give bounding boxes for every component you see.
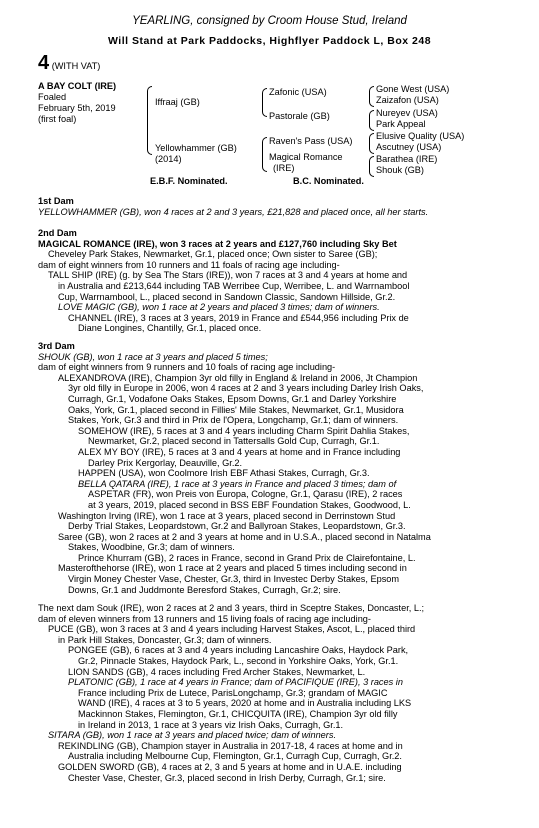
foaled-label: Foaled <box>38 92 67 102</box>
next-dam-line: Australia including Melbourne Cup, Flemington, Gr.1, Curragh Cup, Curragh, Gr.2. <box>68 751 402 762</box>
first-dam-section <box>38 196 508 217</box>
third-dam-line: Saree (GB), won 2 races at 2 and 3 years at home and in U.S.A., placed second in Natalma <box>58 531 431 542</box>
foal-note: (first foal) <box>38 114 77 124</box>
location-line: Will Stand at Park Paddocks, Highflyer Paddock L, Box 248 <box>107 35 432 47</box>
ebf-nominated: E.B.F. Nominated. <box>150 176 228 186</box>
lot-name: A BAY COLT (IRE) <box>38 81 117 91</box>
next-dam-line: SITARA (GB), won 1 race at 3 years and placed twice; dam of winners. <box>48 730 336 741</box>
next-dam-line: Gr.2, Pinnacle Stakes, Haydock Park, L., second in Yorkshire Oaks, York, Gr.1. <box>78 655 399 666</box>
third-dam-section <box>38 341 508 595</box>
progeny-line: TALL SHIP (IRE) (g. by Sea The Stars (IRE)), won 7 races at 3 and 4 years at home and <box>48 270 408 281</box>
dam-brace <box>262 137 267 172</box>
second-dam-heading: 2nd Dam <box>38 228 77 238</box>
ggs-1: Gone West (USA) <box>376 84 450 94</box>
bc-nominated: B.C. Nominated. <box>293 176 364 186</box>
third-dam-line: 3yr old filly in Europe in 2006, won 4 races at 2 and 3 years including Darley Irish Oaks, <box>68 383 424 394</box>
third-dam-line: SHOUK (GB), won 1 race at 3 years and placed 5 times; <box>38 351 268 362</box>
third-dam-line: Prince Khurram (GB), 2 races in France, second in Grand Prix de Clairefontaine, L. <box>78 552 416 563</box>
gg-brace-1 <box>369 86 374 107</box>
third-dam-line: Curragh, Gr.1, Vodafone Oaks Stakes, Epsom Downs, Gr.1 and Darley Yorkshire <box>68 393 397 404</box>
foaled-date: February 5th, 2019 <box>38 103 116 113</box>
next-dam-section <box>38 603 508 783</box>
third-dam-line: Newmarket, Gr.2, placed second in Tattersalls Gold Cup, Curragh, Gr.1. <box>88 436 380 447</box>
sire-brace <box>262 88 267 117</box>
second-dam-line: MAGICAL ROMANCE (IRE), won 3 races at 2 years and £127,760 including Sky Bet <box>38 238 397 249</box>
ggs-4: Park Appeal <box>376 119 426 129</box>
third-dam-line: SOMEHOW (IRE), 5 races at 3 and 4 years including Charm Spirit Dahlia Stakes, <box>78 425 410 436</box>
progeny-line: in Australia and £213,644 including TAB Werribee Cup, Werribee, L. and Warrnambool <box>58 280 410 291</box>
next-dam-line: LION SANDS (GB), 4 races including Fred Archer Stakes, Newmarket, L. <box>68 666 366 677</box>
gg-brace-4 <box>369 156 374 177</box>
first-dam-text: YELLOWHAMMER (GB), won 4 races at 2 and 3 years, £21,828 and placed once, all her starts. <box>38 206 429 217</box>
ggs-6: Ascutney (USA) <box>376 142 442 152</box>
third-dam-line: Stakes, Woodbine, Gr.3; dam of winners. <box>68 542 235 553</box>
gg-brace-3 <box>369 133 374 154</box>
ggs-8: Shouk (GB) <box>376 165 424 175</box>
third-dam-line: Downs, Gr.1 and Juddmonte Beresford Stakes, Curragh, Gr.2; sire. <box>68 584 341 595</box>
third-dam-line: ALEXANDROVA (IRE), Champion 3yr old filly in England & Ireland in 2006, Jt Champion <box>58 372 418 383</box>
third-dam-line: Stakes, York, Gr.3 and third in Prix de l'Opera, Longchamp, Gr.1; dam of winners. <box>68 415 399 426</box>
progeny-line: LOVE MAGIC (GB), won 1 race at 2 years and placed 3 times; dam of winners. <box>58 302 380 313</box>
next-dam-line: in Ireland in 2013, 1 race at 3 years viz Irish Oaks, Curragh, Gr.1. <box>78 719 344 730</box>
pedigree-brace <box>147 86 152 155</box>
third-dam-line: Oaks, York, Gr.1, placed second in Fillies' Mile Stakes, Newmarket, Gr.1, Musidora <box>68 404 404 415</box>
next-dam-line: The next dam Souk (IRE), won 2 races at 2 and 3 years, third in Sceptre Stakes, Doncaster, L.; <box>38 603 425 613</box>
lot-number <box>38 52 101 74</box>
dam-dam: Magical Romance <box>269 152 343 162</box>
third-dam-line: ASPETAR (FR), won Preis von Europa, Cologne, Gr.1, Qarasu (IRE), 2 races <box>88 489 403 500</box>
dam-year: (2014) <box>155 154 182 164</box>
second-dam-line: Cheveley Park Stakes, Newmarket, Gr.1, placed once; Own sister to Saree (GB); <box>48 249 378 260</box>
next-dam-line: WAND (IRE), 4 races at 3 to 5 years, 2020 at home and in Australia including LKS <box>78 698 412 709</box>
next-dam-line: Chester Vase, Chester, Gr.3, placed second in Irish Derby, Curragh, Gr.1; sire. <box>68 772 386 783</box>
ggs-5: Elusive Quality (USA) <box>376 131 465 141</box>
dam-dam-country: (IRE) <box>273 163 295 173</box>
next-dam-line: in Park Hill Stakes, Doncaster, Gr.3; dam of winners. <box>58 634 272 645</box>
vat-note: (WITH VAT) <box>51 61 101 71</box>
first-dam-heading: 1st Dam <box>38 196 74 206</box>
next-dam-line: GOLDEN SWORD (GB), 4 races at 2, 3 and 5 years at home and in U.A.E. including <box>58 761 402 772</box>
next-dam-line: France including Prix de Lutece, ParisLongchamp, Gr.3; grandam of MAGIC <box>78 687 388 698</box>
third-dam-line: Masterofthehorse (IRE), won 1 race at 2 years and placed 5 times including second in <box>58 563 407 574</box>
third-dam-line: Darley Prix Kergorlay, Deauville, Gr.2. <box>88 457 243 468</box>
third-dam-line: HAPPEN (USA), won Coolmore Irish EBF Athasi Stakes, Curragh, Gr.3. <box>78 468 370 479</box>
dam-sire: Raven's Pass (USA) <box>269 136 353 146</box>
catalogue-header: YEARLING, consigned by Croom House Stud, Ireland <box>132 15 407 27</box>
third-dam-line: ALEX MY BOY (IRE), 5 races at 3 and 4 years at home and in France including <box>78 446 401 457</box>
progeny-line: Diane Longines, Chantilly, Gr.1, placed once. <box>78 323 262 334</box>
sire-dam: Pastorale (GB) <box>269 111 330 121</box>
next-dam-line: PONGEE (GB), 6 races at 3 and 4 years including Lancashire Oaks, Haydock Park, <box>68 645 409 656</box>
progeny-line: CHANNEL (IRE), 3 races at 3 years, 2019 in France and £544,956 including Prix de <box>68 312 409 323</box>
third-dam-line: Washington Irving (IRE), won 1 race at 3 years, placed second in Derrinstown Stud <box>58 510 396 521</box>
sire-sire: Zafonic (USA) <box>269 87 327 97</box>
ggs-7: Barathea (IRE) <box>376 154 438 164</box>
dam: Yellowhammer (GB) <box>155 143 237 153</box>
next-dam-line: PUCE (GB), won 3 races at 3 and 4 years including Harvest Stakes, Ascot, L., placed third <box>48 624 416 635</box>
progeny-line: Cup, Warrnambool, L., placed second in Sandown Classic, Sandown Hillside, Gr.2. <box>58 291 396 302</box>
next-dam-line: dam of eleven winners from 13 runners and 15 living foals of racing age including- <box>38 613 371 624</box>
second-dam-section <box>38 228 508 334</box>
third-dam-line: Virgin Money Chester Vase, Chester, Gr.3, third in Investec Derby Stakes, Epsom <box>68 574 400 585</box>
third-dam-line: BELLA QATARA (IRE), 1 race at 3 years in France and placed 3 times; dam of <box>78 478 397 489</box>
next-dam-line: PLATONIC (GB), 1 race at 4 years in France; dam of PACIFIQUE (IRE), 3 races in <box>68 677 403 688</box>
second-dam-line: dam of eight winners from 10 runners and 11 foals of racing age including- <box>38 259 340 270</box>
sire: Iffraaj (GB) <box>155 97 200 107</box>
third-dam-line: at 3 years, 2019, placed second in BSS EBF Foundation Stakes, Goodwood, L. <box>88 499 411 510</box>
next-dam-line: Mackinnon Stakes, Flemington, Gr.1, CHICQUITA (IRE), Champion 3yr old filly <box>78 708 398 719</box>
ggs-3: Nureyev (USA) <box>376 108 438 118</box>
third-dam-line: Derby Trial Stakes, Leopardstown, Gr.2 and Ballyroan Stakes, Leopardstown, Gr.3. <box>68 521 406 532</box>
next-dam-line: REKINDLING (GB), Champion stayer in Australia in 2017-18, 4 races at home and in <box>58 740 403 751</box>
lot-number-value: 4 <box>38 52 50 74</box>
third-dam-line: dam of eight winners from 9 runners and 10 foals of racing age including- <box>38 362 336 373</box>
ggs-2: Zaizafon (USA) <box>376 95 439 105</box>
gg-brace-2 <box>369 110 374 131</box>
third-dam-heading: 3rd Dam <box>38 341 75 351</box>
